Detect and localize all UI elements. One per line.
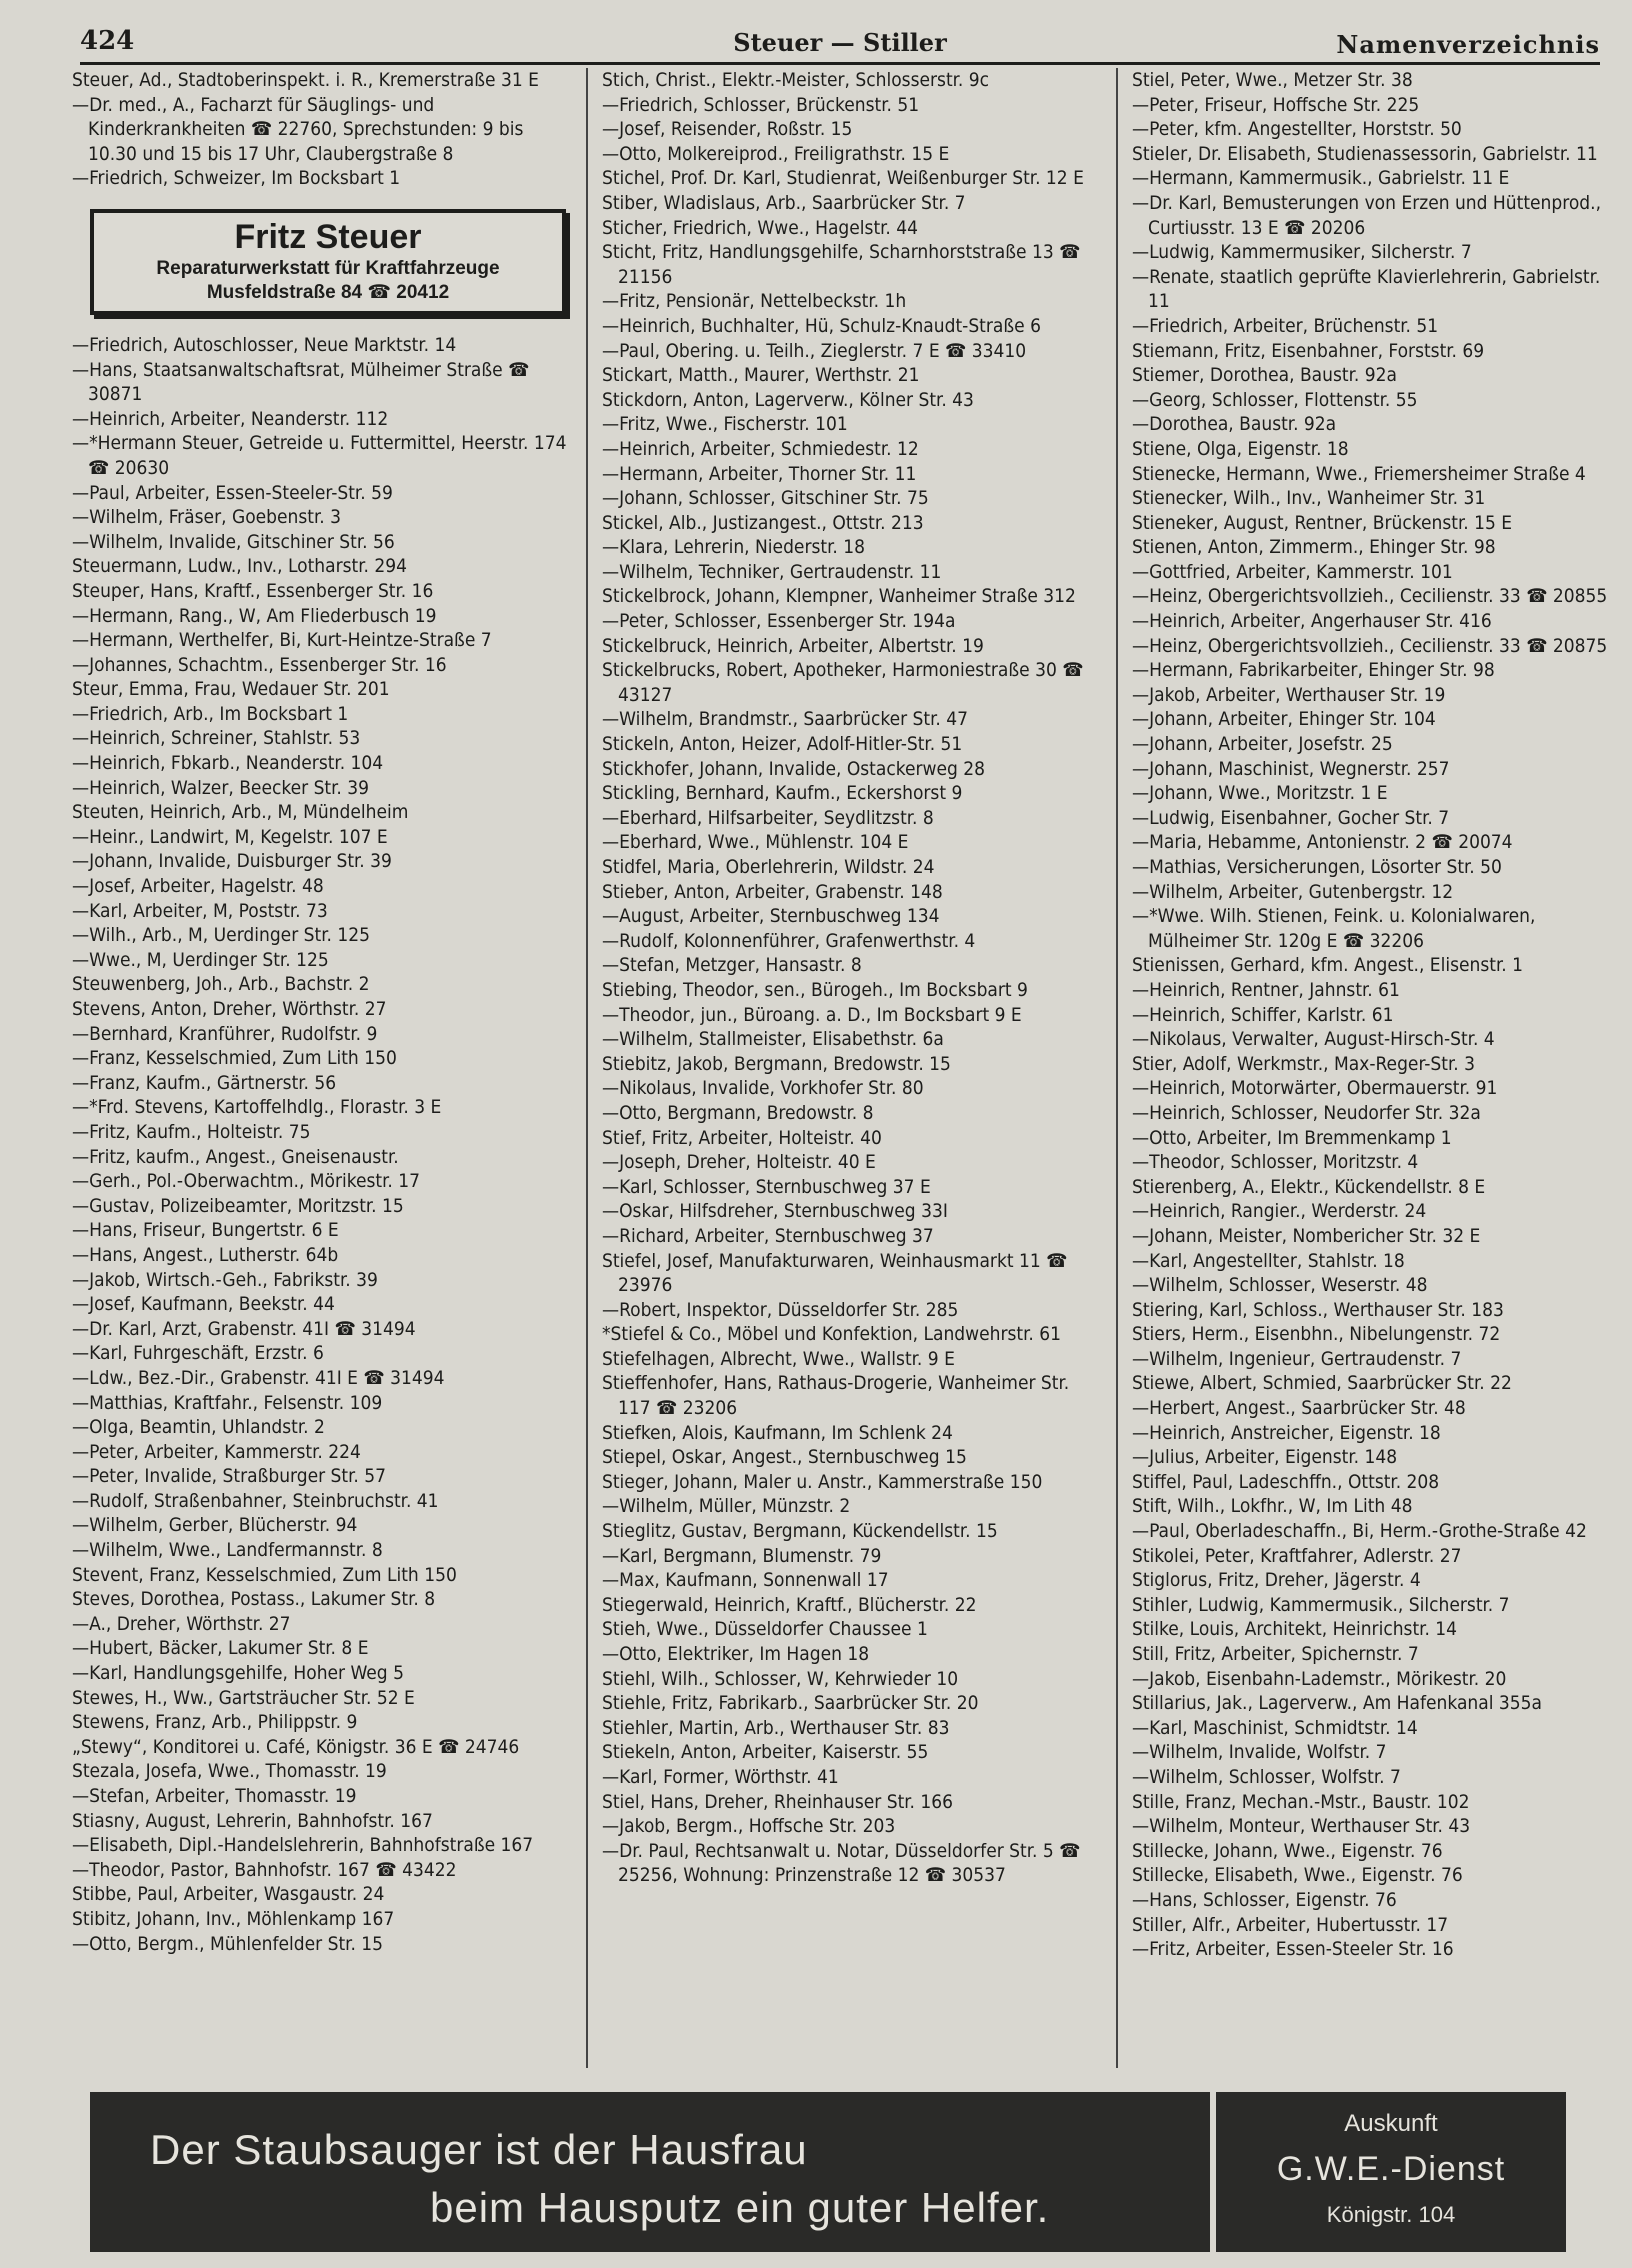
slogan-line-2: beim Hausputz ein guter Helfer. [430,2184,1050,2231]
ad-line-2: Musfeldstraße 84 ☎ 20412 [206,281,450,303]
directory-entry: —Peter, Arbeiter, Kammerstr. 224 [72,1440,361,1463]
page-header [80,22,1600,65]
directory-entry: —Friedrich, Arb., Im Bocksbart 1 [72,702,349,725]
column-3 [1116,68,1608,2068]
directory-entry: —Friedrich, Arbeiter, Brüchenstr. 51 [1132,314,1439,337]
directory-entry: Stiebing, Theodor, sen., Bürogeh., Im Bocksbart 9 [602,978,1028,1001]
directory-entry: —A., Dreher, Wörthstr. 27 [72,1612,291,1635]
directory-entry: Stiegerwald, Heinrich, Kraftf., Blücherstr. 22 [602,1593,977,1616]
directory-entry: Stienecker, Wilh., Inv., Wanheimer Str. 31 [1132,487,1486,510]
directory-entry: —Wwe., M, Uerdinger Str. 125 [72,948,329,971]
directory-entry: —Heinrich, Anstreicher, Eigenstr. 18 [1132,1421,1441,1444]
directory-entry: —Wilhelm, Müller, Münzstr. 2 [602,1495,851,1518]
directory-entry: —Hans, Schlosser, Eigenstr. 76 [1132,1888,1397,1911]
directory-entry: —Wilhelm, Wwe., Landfermannstr. 8 [72,1539,383,1562]
directory-entry: —Johannes, Schachtm., Essenberger Str. 16 [72,653,447,676]
directory-entry: —Fritz, kaufm., Angest., Gneisenaustr. [72,1145,399,1168]
directory-entry: —Johann, Arbeiter, Ehinger Str. 104 [1132,708,1436,731]
directory-entry: Steuermann, Ludw., Inv., Lotharstr. 294 [72,555,407,578]
directory-entry: —Wilhelm, Arbeiter, Gutenbergstr. 12 [1132,880,1454,903]
directory-entry: Stickelbrock, Johann, Klempner, Wanheimer Straße 312 [602,585,1076,608]
directory-entry: Stiber, Wladislaus, Arb., Saarbrücker Str. 7 [602,191,966,214]
directory-entry: —Karl, Bergmann, Blumenstr. 79 [602,1544,882,1567]
directory-entry: Stiekeln, Anton, Arbeiter, Kaiserstr. 55 [602,1741,929,1764]
directory-entry: —Theodor, jun., Büroang. a. D., Im Bocksbart 9 E [602,1003,1022,1026]
directory-entry: —Otto, Bergm., Mühlenfelder Str. 15 [72,1932,384,1955]
directory-entry: —Heinrich, Fbkarb., Neanderstr. 104 [72,752,384,775]
directory-entry: Stief, Fritz, Arbeiter, Holteistr. 40 [602,1126,882,1149]
directory-entry: —Jakob, Arbeiter, Werthauser Str. 19 [1132,683,1446,706]
directory-entry: —Nikolaus, Invalide, Vorkhofer Str. 80 [602,1077,924,1100]
directory-entry: Stieler, Dr. Elisabeth, Studienassessorin, Gabrielstr. 11 [1132,142,1598,165]
directory-entry: —Wilhelm, Schlosser, Weserstr. 48 [1132,1274,1428,1297]
section-title: Namenverzeichnis [1336,30,1600,59]
directory-entry: Stiene, Olga, Eigenstr. 18 [1132,437,1349,460]
directory-entry: Stieffenhofer, Hans, Rathaus-Drogerie, Wanheimer Str. 117 ☎ 23206 [602,1372,1070,1420]
directory-entry: —Otto, Arbeiter, Im Bremmenkamp 1 [1132,1126,1452,1149]
directory-entry: —Hermann, Kammermusik., Gabrielstr. 11 E [1132,167,1510,190]
directory-entry: —Fritz, Kaufm., Holteistr. 75 [72,1120,311,1143]
directory-entry: Stillecke, Elisabeth, Wwe., Eigenstr. 76 [1132,1864,1463,1887]
directory-entry: Stihler, Ludwig, Kammermusik., Silcherstr. 7 [1132,1593,1510,1616]
directory-entry: Stezala, Josefa, Wwe., Thomasstr. 19 [72,1760,387,1783]
directory-entry: —Ludwig, Eisenbahner, Gocher Str. 7 [1132,806,1450,829]
directory-entry: —Paul, Arbeiter, Essen-Steeler-Str. 59 [72,481,393,504]
directory-entry: —Gustav, Polizeibeamter, Moritzstr. 15 [72,1194,404,1217]
directory-entry: —Klara, Lehrerin, Niederstr. 18 [602,536,865,559]
directory-entry: —Heinrich, Arbeiter, Neanderstr. 112 [72,407,389,430]
directory-entry: —Hans, Angest., Lutherstr. 64b [72,1243,339,1266]
directory-entry: Stiglorus, Fritz, Dreher, Jägerstr. 4 [1132,1569,1421,1592]
column-3-entries [1132,68,1608,1962]
directory-entry: Stiel, Hans, Dreher, Rheinhauser Str. 166 [602,1790,954,1813]
directory-entry: —Joseph, Dreher, Holteistr. 40 E [602,1151,876,1174]
directory-entry: —Wilhelm, Ingenieur, Gertraudenstr. 7 [1132,1347,1462,1370]
directory-entry: —Franz, Kesselschmied, Zum Lith 150 [72,1047,397,1070]
directory-entry: —Karl, Fuhrgeschäft, Erzstr. 6 [72,1342,324,1365]
directory-entry: Stiefel, Josef, Manufakturwaren, Weinhausmarkt 11 ☎ 23976 [602,1249,1068,1297]
directory-entry: Stickhofer, Johann, Invalide, Ostackerweg 28 [602,757,986,780]
ad-name: Fritz Steuer [234,217,422,256]
banner-slogan [90,2092,1210,2252]
directory-entry: —Wilhelm, Techniker, Gertraudenstr. 11 [602,560,942,583]
directory-entry: Stieger, Johann, Maler u. Anstr., Kammerstraße 150 [602,1470,1043,1493]
directory-entry: Stilke, Louis, Architekt, Heinrichstr. 14 [1132,1618,1458,1641]
directory-entry: Stienen, Anton, Zimmerm., Ehinger Str. 98 [1132,536,1496,559]
directory-entry: Stiehl, Wilh., Schlosser, W, Kehrwieder 10 [602,1667,959,1690]
directory-entry: —Hermann, Werthelfer, Bi, Kurt-Heintze-Straße 7 [72,629,492,652]
info-name: G.W.E.-Dienst [1276,2150,1506,2188]
info-address: Königstr. 104 [1326,2202,1456,2227]
directory-entry: Steur, Emma, Frau, Wedauer Str. 201 [72,678,390,701]
directory-entry: —Hermann, Rang., W, Am Fliederbusch 19 [72,604,437,627]
directory-entry: Stiering, Karl, Schloss., Werthauser Str. 183 [1132,1298,1504,1321]
directory-entry: Stift, Wilh., Lokfhr., W, Im Lith 48 [1132,1495,1413,1518]
directory-entry: —Heinrich, Motorwärter, Obermauerstr. 91 [1132,1077,1498,1100]
directory-entry: Stickdorn, Anton, Lagerverw., Kölner Str. 43 [602,388,974,411]
directory-entry: Stibbe, Paul, Arbeiter, Wasgaustr. 24 [72,1883,385,1906]
directory-entry: —Dorothea, Baustr. 92a [1132,413,1337,436]
directory-entry: Still, Fritz, Arbeiter, Spichernstr. 7 [1132,1643,1419,1665]
directory-entry: —Peter, Friseur, Hoffsche Str. 225 [1132,93,1420,116]
directory-entry: Steves, Dorothea, Postass., Lakumer Str. 8 [72,1588,436,1611]
directory-entry: —Richard, Arbeiter, Sternbuschweg 37 [602,1224,934,1247]
directory-entry: —*Frd. Stevens, Kartoffelhdlg., Florastr. 3 E [72,1096,442,1119]
directory-entry: Stiepel, Oskar, Angest., Sternbuschweg 15 [602,1446,967,1469]
directory-entry: —Elisabeth, Dipl.-Handelslehrerin, Bahnhofstraße 167 [72,1834,534,1857]
directory-entry: —Peter, Invalide, Straßburger Str. 57 [72,1465,386,1488]
directory-entry: —Karl, Angestellter, Stahlstr. 18 [1132,1249,1405,1272]
directory-entry: —Bernhard, Kranführer, Rudolfstr. 9 [72,1022,378,1045]
directory-entry: —Karl, Handlungsgehilfe, Hoher Weg 5 [72,1662,404,1685]
directory-entry: Stickel, Alb., Justizangest., Ottstr. 213 [602,511,924,534]
directory-entry: —Eberhard, Wwe., Mühlenstr. 104 E [602,831,909,854]
column-2 [586,68,1116,2068]
directory-entry: —Franz, Kaufm., Gärtnerstr. 56 [72,1071,337,1094]
directory-entry: Steuwenberg, Joh., Arb., Bachstr. 2 [72,973,370,996]
directory-entry: —Johann, Schlosser, Gitschiner Str. 75 [602,487,929,510]
directory-entry: —Heinz, Obergerichtsvollzieh., Cecilienstr. 33 ☎ 20855 [1132,585,1608,608]
directory-entry: Stevens, Anton, Dreher, Wörthstr. 27 [72,998,387,1020]
directory-entry: Stillarius, Jak., Lagerverw., Am Hafenkanal 355a [1132,1692,1542,1715]
directory-entry: —Dr. Karl, Arzt, Grabenstr. 41I ☎ 31494 [72,1317,416,1340]
directory-entry: —Johann, Maschinist, Wegnerstr. 257 [1132,757,1450,780]
directory-entry: —Hermann, Fabrikarbeiter, Ehinger Str. 98 [1132,659,1495,682]
directory-entry: —Hermann, Arbeiter, Thorner Str. 11 [602,462,917,485]
directory-entry: Stiffel, Paul, Ladeschffn., Ottstr. 208 [1132,1470,1440,1493]
directory-entry: —Otto, Molkereiprod., Freiligrathstr. 15 E [602,142,950,165]
directory-entry: —Johann, Arbeiter, Josefstr. 25 [1132,733,1393,756]
directory-entry: —Rudolf, Kolonnenführer, Grafenwerthstr. 4 [602,929,976,952]
directory-entry: —Matthias, Kraftfahr., Felsenstr. 109 [72,1391,383,1414]
directory-entry: —Olga, Beamtin, Uhlandstr. 2 [72,1416,325,1439]
directory-entry: —Dr. Karl, Bemusterungen von Erzen und Hüttenprod., Curtiusstr. 13 E ☎ 20206 [1132,191,1601,239]
directory-entry: —Jakob, Bergm., Hoffsche Str. 203 [602,1815,896,1838]
directory-entry: Stibitz, Johann, Inv., Möhlenkamp 167 [72,1907,395,1930]
directory-entry: —Wilhelm, Gerber, Blücherstr. 94 [72,1514,358,1537]
banner-info [1210,2092,1566,2252]
directory-entry: —Wilhelm, Schlosser, Wolfstr. 7 [1132,1765,1401,1788]
directory-entry: Stewens, Franz, Arb., Philippstr. 9 [72,1711,358,1734]
directory-entry: Stiller, Alfr., Arbeiter, Hubertusstr. 17 [1132,1913,1449,1936]
directory-entry: —Peter, Schlosser, Essenberger Str. 194a [602,610,956,633]
directory-entry: —Oskar, Hilfsdreher, Sternbuschweg 33I [602,1200,948,1223]
directory-entry: —Dr. med., A., Facharzt für Säuglings- und Kinderkrankheiten ☎ 22760, Sprechstunden: 9 bis 10.30 und 15 bis 17 Uhr, Claubergstraße 8 [72,93,524,165]
directory-entry: Stieh, Wwe., Düsseldorfer Chaussee 1 [602,1618,928,1641]
directory-entry: Stieneker, August, Rentner, Brückenstr. 15 E [1132,511,1513,534]
directory-entry: „Stewy“, Konditorei u. Café, Königstr. 36 E ☎ 24746 [72,1735,520,1758]
directory-entry: Stickling, Bernhard, Kaufm., Eckershorst 9 [602,782,963,805]
directory-columns [72,68,1608,2068]
directory-entry: —Paul, Oberladeschaffn., Bi, Herm.-Grothe-Straße 42 [1132,1520,1587,1543]
directory-entry: Stillecke, Johann, Wwe., Eigenstr. 76 [1132,1839,1443,1862]
directory-entry: —Heinrich, Schiffer, Karlstr. 61 [1132,1003,1394,1026]
directory-entry: —Ludwig, Kammermusiker, Silcherstr. 7 [1132,241,1472,264]
directory-entry: —Georg, Schlosser, Flottenstr. 55 [1132,388,1418,411]
directory-entry: —Julius, Arbeiter, Eigenstr. 148 [1132,1446,1398,1469]
directory-entry: Stiers, Herm., Eisenbhn., Nibelungenstr. 72 [1132,1323,1501,1346]
directory-entry: —Karl, Former, Wörthstr. 41 [602,1765,839,1788]
directory-entry: —Josef, Kaufmann, Beekstr. 44 [72,1293,335,1316]
directory-entry: Stienecke, Hermann, Wwe., Friemersheimer Straße 4 [1132,462,1586,485]
directory-entry: —Wilhelm, Invalide, Gitschiner Str. 56 [72,530,395,553]
directory-entry: —Josef, Reisender, Roßstr. 15 [602,118,853,141]
directory-entry: —Gottfried, Arbeiter, Kammerstr. 101 [1132,560,1453,583]
directory-entry: —Heinrich, Arbeiter, Angerhauser Str. 416 [1132,610,1492,633]
directory-entry: —Karl, Arbeiter, M, Poststr. 73 [72,899,328,922]
directory-entry: —Heinz, Obergerichtsvollzieh., Cecilienstr. 33 ☎ 20875 [1132,634,1608,657]
directory-entry: —Hubert, Bäcker, Lakumer Str. 8 E [72,1637,369,1660]
directory-entry: Stiel, Peter, Wwe., Metzer Str. 38 [1132,69,1413,91]
directory-entry: —Johann, Meister, Nombericher Str. 32 E [1132,1224,1481,1247]
directory-entry: Sticher, Friedrich, Wwe., Hagelstr. 44 [602,216,919,239]
directory-entry: —Dr. Paul, Rechtsanwalt u. Notar, Düsseldorfer Str. 5 ☎ 25256, Wohnung: Prinzenstraße 12 ☎ 30537 [602,1839,1081,1887]
directory-entry: Stiewe, Albert, Schmied, Saarbrücker Str. 22 [1132,1372,1512,1395]
column-2-entries [602,68,1102,1888]
directory-entry: —Heinr., Landwirt, M, Kegelstr. 107 E [72,825,388,848]
directory-entry: —Heinrich, Buchhalter, Hü, Schulz-Knaudt-Straße 6 [602,314,1041,337]
directory-entry: —Otto, Elektriker, Im Hagen 18 [602,1643,870,1665]
directory-entry: —Wilhelm, Monteur, Werthauser Str. 43 [1132,1815,1471,1838]
directory-entry: —Fritz, Wwe., Fischerstr. 101 [602,413,848,436]
ad-line-1: Reparaturwerkstatt für Kraftfahrzeuge [156,257,500,279]
directory-entry: —Wilhelm, Stallmeister, Elisabethstr. 6a [602,1028,944,1051]
directory-entry: Stidfel, Maria, Oberlehrerin, Wildstr. 24 [602,856,935,878]
directory-entry: —Hans, Staatsanwaltschaftsrat, Mülheimer Straße ☎ 30871 [72,358,530,406]
page-number: 424 [80,26,135,56]
directory-entry: Stich, Christ., Elektr.-Meister, Schlosserstr. 9c [602,69,990,91]
directory-entry: —Josef, Arbeiter, Hagelstr. 48 [72,875,324,898]
directory-entry: Stienissen, Gerhard, kfm. Angest., Elisenstr. 1 [1132,954,1523,977]
directory-entry: —Friedrich, Schweizer, Im Bocksbart 1 [72,167,401,190]
directory-entry: —Ldw., Bez.-Dir., Grabenstr. 41I E ☎ 31494 [72,1366,445,1389]
directory-entry: —Johann, Wwe., Moritzstr. 1 E [1132,782,1388,805]
footer-advertisement [90,2092,1566,2252]
directory-entry: —Peter, kfm. Angestellter, Horststr. 50 [1132,118,1462,141]
directory-entry: Stiefelhagen, Albrecht, Wwe., Wallstr. 9 E [602,1347,955,1370]
advertisement-box [90,209,566,315]
directory-entry: —*Hermann Steuer, Getreide u. Futtermittel, Heerstr. 174 ☎ 20630 [72,432,567,479]
directory-entry: —*Wwe. Wilh. Stienen, Feink. u. Kolonialwaren, Mülheimer Str. 120g E ☎ 32206 [1132,905,1536,952]
directory-entry: —Theodor, Schlosser, Moritzstr. 4 [1132,1151,1419,1174]
directory-entry: Stiefken, Alois, Kaufmann, Im Schlenk 24 [602,1421,953,1444]
directory-entry: Stiehler, Martin, Arb., Werthauser Str. 83 [602,1716,950,1739]
directory-entry: —Heinrich, Rentner, Jahnstr. 61 [1132,978,1400,1001]
directory-entry: —Stefan, Metzger, Hansastr. 8 [602,954,862,977]
directory-entry: Stille, Franz, Mechan.-Mstr., Baustr. 102 [1132,1790,1470,1813]
directory-entry: Stikolei, Peter, Kraftfahrer, Adlerstr. 27 [1132,1544,1462,1567]
directory-entry: —Gerh., Pol.-Oberwachtm., Mörikestr. 17 [72,1170,421,1193]
directory-entry: Stieglitz, Gustav, Bergmann, Kückendellstr. 15 [602,1520,998,1543]
directory-entry: —Otto, Bergmann, Bredowstr. 8 [602,1101,874,1124]
column-1-entries-top [72,68,572,191]
directory-entry: Stiemann, Fritz, Eisenbahner, Forststr. 69 [1132,339,1485,362]
directory-entry: —Mathias, Versicherungen, Lösorter Str. 50 [1132,856,1502,878]
directory-entry: —Stefan, Arbeiter, Thomasstr. 19 [72,1785,357,1807]
directory-entry: Stickelbruck, Heinrich, Arbeiter, Albertstr. 19 [602,634,984,657]
directory-entry: —Robert, Inspektor, Düsseldorfer Str. 285 [602,1298,959,1321]
directory-entry: —Jakob, Eisenbahn-Lademstr., Mörikestr. 20 [1132,1667,1507,1690]
directory-entry: Stichel, Prof. Dr. Karl, Studienrat, Weißenburger Str. 12 E [602,167,1084,190]
column-1 [72,68,586,2068]
directory-entry: —Heinrich, Schlosser, Neudorfer Str. 32a [1132,1101,1481,1124]
directory-entry: —Heinrich, Schreiner, Stahlstr. 53 [72,727,361,750]
directory-entry: —Friedrich, Autoschlosser, Neue Marktstr. 14 [72,333,457,356]
directory-entry: —Heinrich, Arbeiter, Schmiedestr. 12 [602,437,919,460]
directory-entry: —Wilhelm, Brandmstr., Saarbrücker Str. 47 [602,708,968,731]
directory-entry: Stiebitz, Jakob, Bergmann, Bredowstr. 15 [602,1052,951,1075]
directory-entry: —Eberhard, Hilfsarbeiter, Seydlitzstr. 8 [602,806,934,829]
directory-entry: Stevent, Franz, Kesselschmied, Zum Lith 150 [72,1563,457,1586]
directory-entry: Stieber, Anton, Arbeiter, Grabenstr. 148 [602,880,943,903]
directory-entry: —Johann, Invalide, Duisburger Str. 39 [72,850,392,873]
directory-entry: —Hans, Friseur, Bungertstr. 6 E [72,1219,339,1242]
directory-entry: Stickart, Matth., Maurer, Werthstr. 21 [602,364,920,387]
directory-entry: —Heinrich, Walzer, Beecker Str. 39 [72,776,369,799]
directory-entry: Stiasny, August, Lehrerin, Bahnhofstr. 167 [72,1809,433,1832]
info-label: Auskunft [1344,2110,1438,2137]
directory-entry: Stiehle, Fritz, Fabrikarb., Saarbrücker Str. 20 [602,1692,979,1715]
directory-entry: Stickelbrucks, Robert, Apotheker, Harmoniestraße 30 ☎ 43127 [602,659,1084,706]
directory-entry: —Wilh., Arb., M, Uerdinger Str. 125 [72,924,370,947]
directory-entry: —Maria, Hebamme, Antonienstr. 2 ☎ 20074 [1132,831,1513,854]
directory-entry: —Herbert, Angest., Saarbrücker Str. 48 [1132,1397,1466,1420]
directory-entry: —Wilhelm, Invalide, Wolfstr. 7 [1132,1741,1387,1764]
directory-entry: —Theodor, Pastor, Bahnhofstr. 167 ☎ 43422 [72,1858,457,1881]
directory-entry: Stickeln, Anton, Heizer, Adolf-Hitler-Str. 51 [602,733,963,756]
directory-entry: Stier, Adolf, Werkmstr., Max-Reger-Str. 3 [1132,1052,1475,1075]
directory-entry: —Wilhelm, Fräser, Goebenstr. 3 [72,506,341,529]
directory-entry: —Heinrich, Rangier., Werderstr. 24 [1132,1200,1427,1223]
directory-entry: —Jakob, Wirtsch.-Geh., Fabrikstr. 39 [72,1268,378,1291]
directory-entry: —Renate, staatlich geprüfte Klavierlehrerin, Gabrielstr. 11 [1132,265,1601,313]
directory-entry: —August, Arbeiter, Sternbuschweg 134 [602,905,940,928]
directory-entry: —Paul, Obering. u. Teilh., Zieglerstr. 7 E ☎ 33410 [602,339,1027,362]
directory-entry: Stewes, H., Ww., Gartsträucher Str. 52 E [72,1686,415,1709]
slogan-line-1: Der Staubsauger ist der Hausfrau [150,2126,808,2173]
directory-entry: Stierenberg, A., Elektr., Kückendellstr. 8 E [1132,1175,1486,1198]
directory-entry: —Rudolf, Straßenbahner, Steinbruchstr. 41 [72,1489,439,1512]
directory-entry: —Karl, Maschinist, Schmidtstr. 14 [1132,1716,1418,1739]
directory-entry: Steuten, Heinrich, Arb., M, Mündelheim [72,801,409,824]
directory-entry: —Max, Kaufmann, Sonnenwall 17 [602,1569,889,1592]
directory-entry: *Stiefel & Co., Möbel und Konfektion, Landwehrstr. 61 [602,1323,1061,1346]
column-1-entries-bottom [72,333,572,1956]
directory-entry: Stiemer, Dorothea, Baustr. 92a [1132,364,1397,387]
directory-entry: —Karl, Schlosser, Sternbuschweg 37 E [602,1175,931,1198]
directory-entry: —Nikolaus, Verwalter, August-Hirsch-Str. 4 [1132,1028,1495,1051]
directory-entry: Steuer, Ad., Stadtoberinspekt. i. R., Kremerstraße 31 E [72,69,539,91]
directory-entry: —Friedrich, Schlosser, Brückenstr. 51 [602,93,920,116]
directory-entry: Sticht, Fritz, Handlungsgehilfe, Scharnhorststraße 13 ☎ 21156 [602,241,1081,288]
directory-entry: Steuper, Hans, Kraftf., Essenberger Str. 16 [72,579,434,602]
name-range: Steuer — Stiller [733,28,947,57]
directory-entry: —Fritz, Pensionär, Nettelbeckstr. 1h [602,290,907,313]
directory-entry: —Fritz, Arbeiter, Essen-Steeler Str. 16 [1132,1938,1454,1961]
